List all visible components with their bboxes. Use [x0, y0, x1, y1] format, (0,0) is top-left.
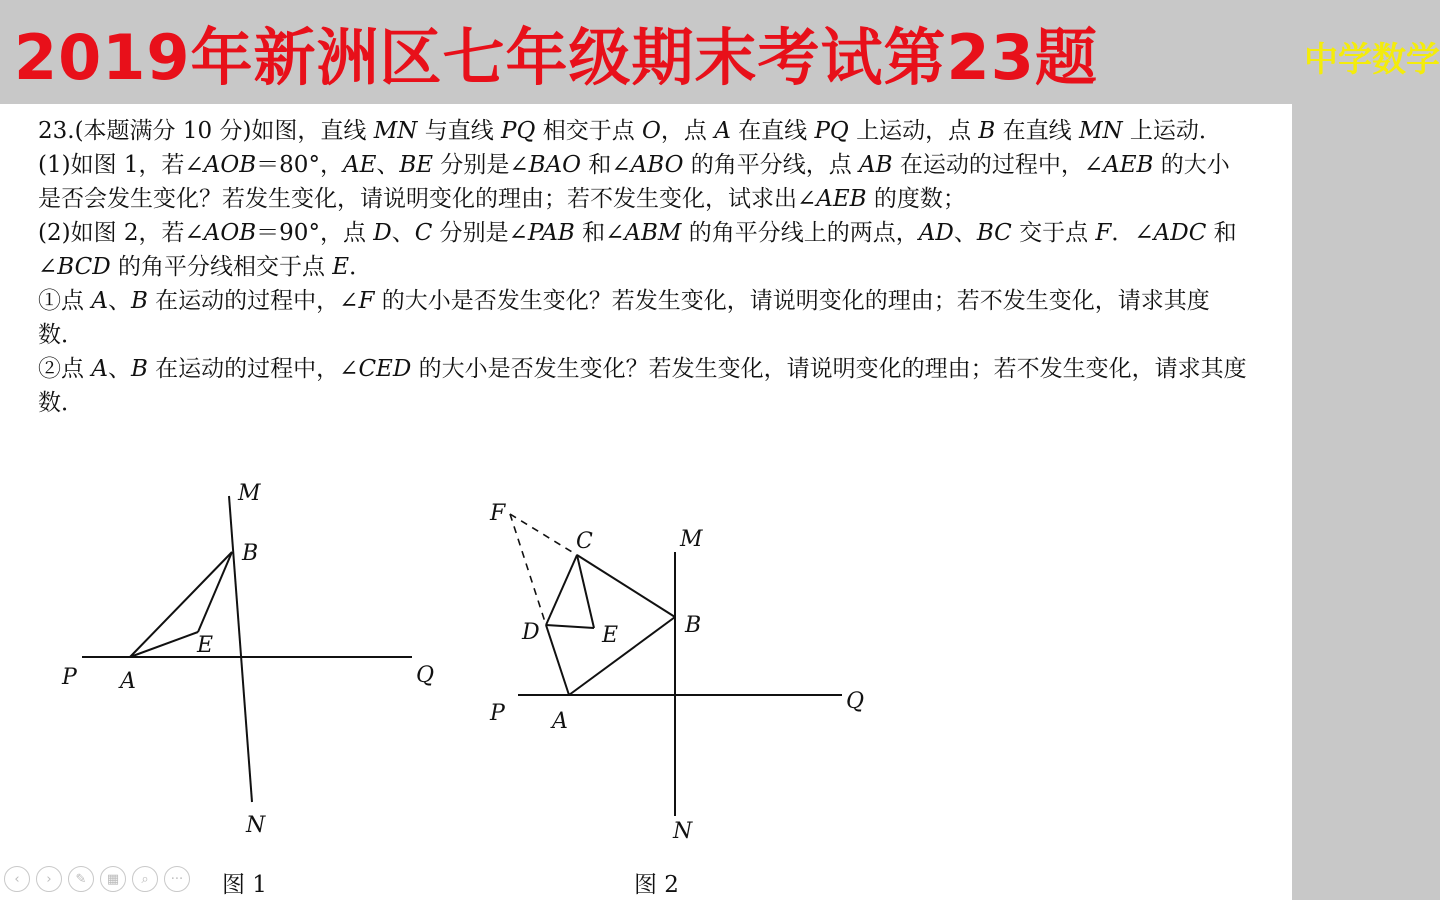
- segment-cd: [546, 555, 577, 625]
- label-q: Q: [846, 689, 865, 714]
- zoom-icon[interactable]: ⌕: [132, 866, 158, 892]
- label-m: M: [238, 481, 261, 506]
- pen-icon[interactable]: ✎: [68, 866, 94, 892]
- label-m: M: [680, 527, 703, 552]
- label-c: C: [576, 529, 593, 554]
- figure-2: [480, 484, 880, 844]
- segment-ce: [577, 555, 594, 628]
- label-a: A: [120, 669, 136, 694]
- slides-icon[interactable]: ▦: [100, 866, 126, 892]
- title-bar: [0, 0, 1440, 104]
- problem-paragraph: 23.(本题满分 10 分)如图，直线 MN 与直线 PQ 相交于点 O，点 A 在直线 PQ 上运动，点 B 在直线 MN 上运动．: [38, 118, 1222, 144]
- slide-content: [0, 104, 1292, 900]
- segment-de: [546, 625, 594, 628]
- label-b: B: [242, 541, 259, 566]
- slide-controls: [4, 866, 190, 892]
- label-d: D: [522, 620, 540, 645]
- segment-ab: [569, 617, 675, 695]
- label-f: F: [490, 501, 506, 526]
- page-title: 2019年新洲区七年级期末考试第23题: [14, 21, 1098, 94]
- more-icon[interactable]: ···: [164, 866, 190, 892]
- label-a: A: [552, 709, 568, 734]
- label-e: E: [602, 623, 619, 648]
- label-n: N: [673, 819, 693, 844]
- dashed-fd: [510, 514, 546, 625]
- dashed-fc: [510, 514, 577, 555]
- problem-paragraph: ①点 A、B 在运动的过程中，∠F 的大小是否发生变化？若发生变化，请说明变化的理由；若不发生变化，请求其度数．: [38, 288, 1210, 348]
- problem-paragraph: (1)如图 1，若∠AOB＝80°，AE、BE 分别是∠BAO 和∠ABO 的角平分线，点 AB 在运动的过程中，∠AEB 的大小是否会发生变化？若发生变化，请说明变化的理由；若不发生变化，试求出∠AEB 的度数；: [38, 152, 1230, 212]
- segment-ab: [130, 552, 232, 657]
- figure-1-caption: 图 1: [222, 872, 267, 898]
- figure-2-caption: 图 2: [634, 872, 679, 898]
- next-icon[interactable]: ›: [36, 866, 62, 892]
- label-p: P: [62, 665, 77, 690]
- segment-be: [198, 552, 232, 632]
- label-p: P: [490, 701, 505, 726]
- prev-icon[interactable]: ‹: [4, 866, 30, 892]
- label-n: N: [246, 813, 266, 834]
- problem-paragraph: ②点 A、B 在运动的过程中，∠CED 的大小是否发生变化？若发生变化，请说明变化的理由；若不发生变化，请求其度数．: [38, 356, 1247, 416]
- problem-text: [38, 114, 1248, 420]
- segment-bc: [577, 555, 675, 617]
- figure-1: [50, 474, 450, 834]
- segment-ae: [130, 632, 198, 657]
- segment-ad: [546, 625, 569, 695]
- problem-paragraph: (2)如图 2，若∠AOB＝90°，点 D、C 分别是∠PAB 和∠ABM 的角平分线上的两点，AD、BC 交于点 F．∠ADC 和∠BCD 的角平分线相交于点 E．: [38, 220, 1237, 280]
- label-b: B: [685, 613, 702, 638]
- label-q: Q: [416, 663, 435, 688]
- label-e: E: [197, 633, 214, 658]
- watermark: 中学数学: [1304, 40, 1440, 80]
